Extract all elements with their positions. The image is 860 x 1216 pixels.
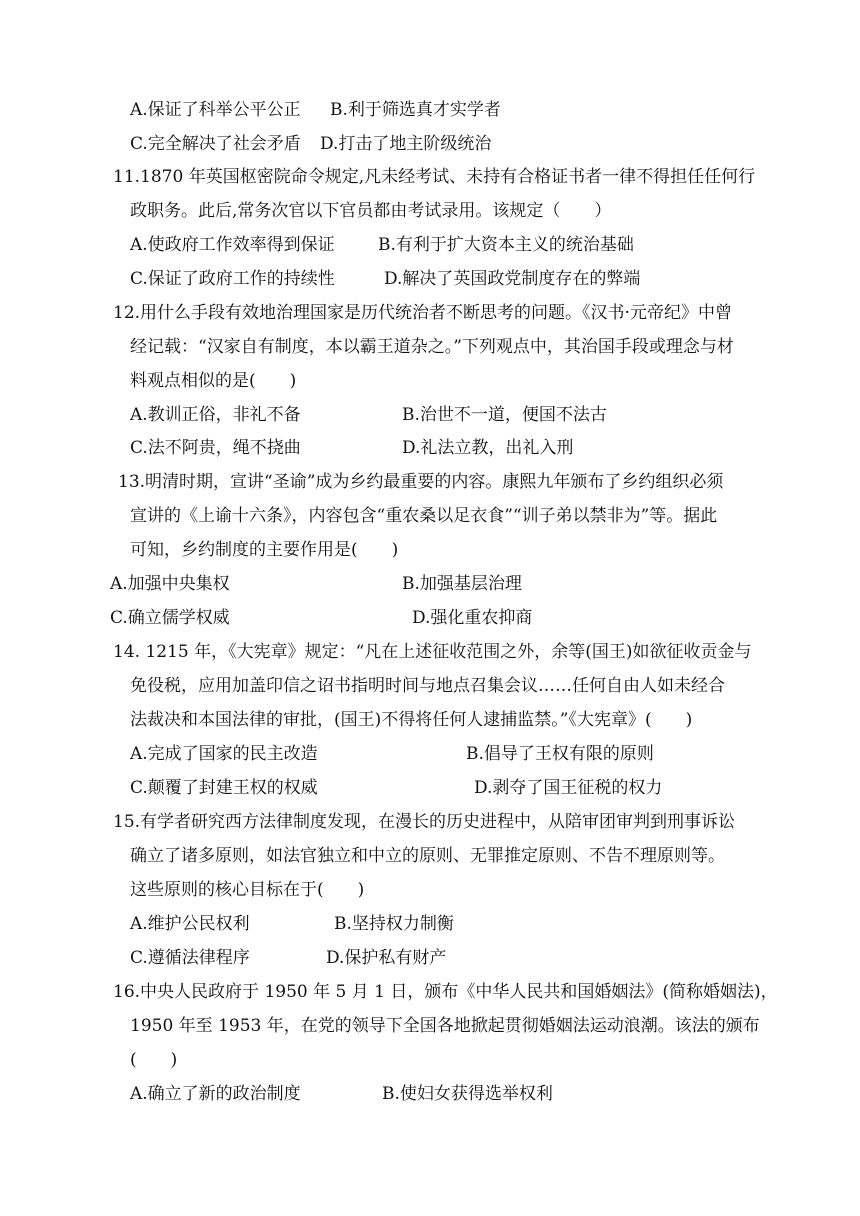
q13-stem-line: 可知，乡约制度的主要作用是( ) bbox=[130, 540, 399, 560]
q15-option-a: A.维护公民权利 bbox=[130, 914, 250, 934]
q11-stem-line: 政职务。此后,常务次官以下官员都由考试录用。该规定（ ） bbox=[130, 201, 612, 221]
q14-stem-line: 14. 1215 年，《大宪章》规定：“凡在上述征收范围之外，余等(国王)如欲征收贡金与 bbox=[113, 642, 752, 662]
q11-option-b: B.有利于扩大资本主义的统治基础 bbox=[378, 235, 634, 255]
q15-option-d: D.保护私有财产 bbox=[326, 948, 447, 968]
q12-stem-line: 经记载：“汉家自有制度，本以霸王道杂之。”下列观点中，其治国手段或理念与材 bbox=[130, 337, 734, 357]
q14-option-a: A.完成了国家的民主改造 bbox=[130, 744, 318, 764]
q14-option-c: C.颠覆了封建王权的权威 bbox=[130, 778, 318, 798]
q12-option-a: A.教训正俗，非礼不备 bbox=[130, 405, 301, 425]
q10-option-c: C.完全解决了社会矛盾 bbox=[130, 134, 301, 154]
q14-stem-line: 免役税，应用加盖印信之诏书指明时间与地点召集会议……任何自由人如未经合 bbox=[130, 676, 725, 696]
q12-stem-line: 料观点相似的是( ) bbox=[130, 371, 297, 391]
q13-stem-line: 宣讲的《上谕十六条》，内容包含“重农桑以足衣食”“训子弟以禁非为”等。据此 bbox=[130, 506, 718, 526]
q10-option-d: D.打击了地主阶级统治 bbox=[320, 134, 492, 154]
q11-option-a: A.使政府工作效率得到保证 bbox=[130, 235, 335, 255]
q13-option-c: C.确立儒学权威 bbox=[110, 608, 230, 628]
q12-option-d: D.礼法立教，出礼入刑 bbox=[402, 438, 574, 458]
q12-option-c: C.法不阿贵，绳不挠曲 bbox=[130, 438, 301, 458]
q13-option-b: B.加强基层治理 bbox=[402, 574, 522, 594]
q11-option-c: C.保证了政府工作的持续性 bbox=[130, 269, 335, 289]
q15-stem-line: 这些原则的核心目标在于( ) bbox=[130, 880, 365, 900]
q12-option-b: B.治世不一道，便国不法古 bbox=[402, 405, 607, 425]
q14-option-d: D.剥夺了国王征税的权力 bbox=[474, 778, 663, 798]
q11-stem-line: 11.1870 年英国枢密院命令规定,凡未经考试、未持有合格证书者一律不得担任任何行 bbox=[113, 167, 756, 187]
q16-stem-line: 1950 年至 1953 年，在党的领导下全国各地掀起贯彻婚姻法运动浪潮。该法的颁布 bbox=[130, 1016, 760, 1036]
q15-option-c: C.遵循法律程序 bbox=[130, 948, 250, 968]
q15-stem-line: 确立了诸多原则，如法官独立和中立的原则、无罪推定原则、不告不理原则等。 bbox=[130, 846, 725, 866]
q10-option-a: A.保证了科举公平公正 bbox=[130, 100, 301, 120]
q14-option-b: B.倡导了王权有限的原则 bbox=[466, 744, 654, 764]
q10-option-b: B.利于筛选真才实学者 bbox=[330, 100, 501, 120]
q15-stem-line: 15.有学者研究西方法律制度发现，在漫长的历史进程中，从陪审团审判到刑事诉讼 bbox=[113, 812, 736, 832]
q13-option-a: A.加强中央集权 bbox=[110, 574, 230, 594]
q11-option-d: D.解决了英国政党制度存在的弊端 bbox=[384, 269, 641, 289]
q16-stem-line: ( ) bbox=[130, 1050, 178, 1070]
q13-stem-line: 13.明清时期，宣讲“圣谕”成为乡约最重要的内容。康熙九年颁布了乡约组织必须 bbox=[118, 472, 724, 492]
q12-stem-line: 12.用什么手段有效地治理国家是历代统治者不断思考的问题。《汉书·元帝纪》中曾 bbox=[113, 303, 732, 323]
q14-stem-line: 法裁决和本国法律的审批，(国王)不得将任何人逮捕监禁。”《大宪章》( ) bbox=[130, 710, 693, 730]
q15-option-b: B.坚持权力制衡 bbox=[334, 914, 454, 934]
q13-option-d: D.强化重农抑商 bbox=[412, 608, 533, 628]
q16-stem-line: 16.中央人民政府于 1950 年 5 月 1 日，颁布《中华人民共和国婚姻法》(简称婚姻法)， bbox=[113, 982, 778, 1002]
q16-option-b: B.使妇女获得选举权利 bbox=[382, 1084, 553, 1104]
q16-option-a: A.确立了新的政治制度 bbox=[130, 1084, 301, 1104]
